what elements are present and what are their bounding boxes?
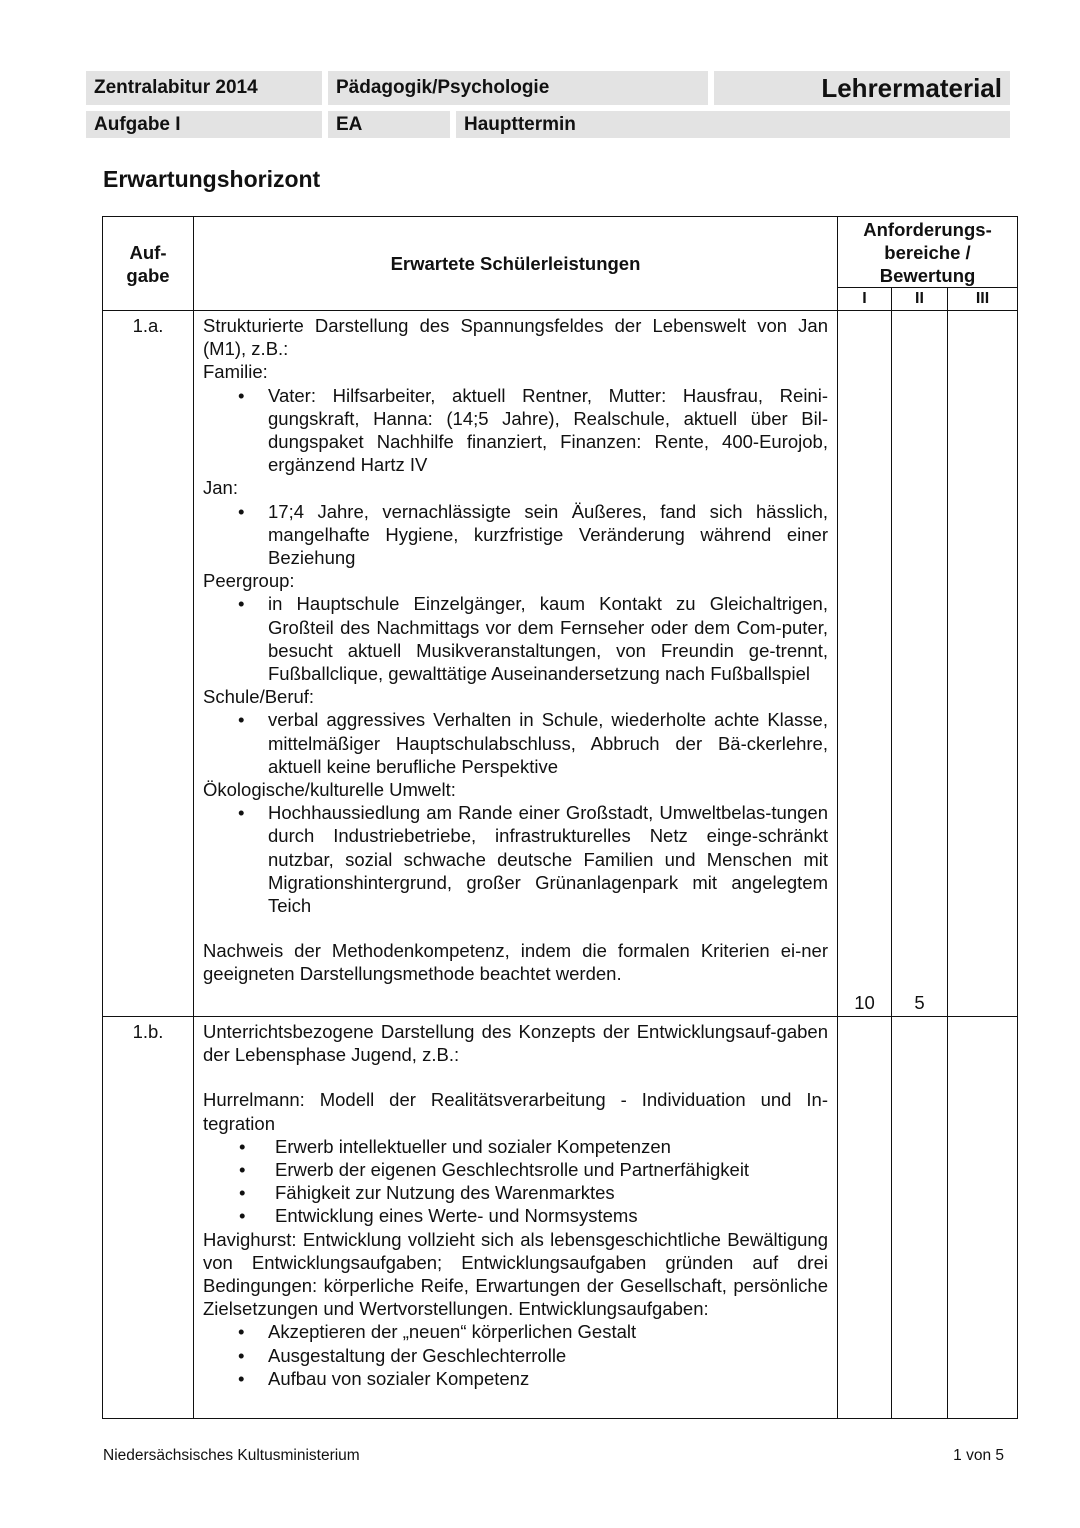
- header-material: [714, 71, 1010, 105]
- score-level-2: [892, 1017, 948, 1419]
- task-content: [194, 311, 838, 1017]
- task-closing: Nachweis der Methodenkompetenz, indem die formalen Kriterien ei-ner geeigneten Darstellungsmethode beachtet werden.: [203, 940, 828, 985]
- header-level: [328, 111, 450, 138]
- list-item: • in Hauptschule Einzelgänger, kaum Kontakt zu Gleichaltrigen, Großteil des Nachmittags vor dem Fernseher oder dem Com-puter, besucht aktuell Musikveranstaltungen, von Freundin ge-trennt, Fußballclique, gewalttätige Auseinandersetzung nach Fußballspiel: [268, 592, 828, 685]
- bullet-list: [203, 801, 828, 917]
- level-header-3: III: [948, 288, 1018, 311]
- score-level-3: [948, 1017, 1018, 1419]
- section-label: Familie:: [203, 361, 268, 383]
- footer-publisher: Niedersächsisches Kultusministerium: [103, 1447, 360, 1464]
- header-date-type: [456, 111, 1010, 138]
- havighurst-text: Havighurst: Entwicklung vollzieht sich als lebensgeschichtliche Bewältigung von Entwicklungsaufgaben; Entwicklungsaufgaben gründen auf drei Bedingungen: körperliche Reife, Erwartungen der Gesellschaft, persönliche Zielsetzungen und Wertvorstellungen. Entwicklungsaufgaben:: [203, 1228, 828, 1320]
- task-intro: Strukturierte Darstellung des Spannungsfeldes der Lebenswelt von Jan (M1), z.B.:: [203, 315, 828, 360]
- exam-label: Zentralabitur 2014: [94, 77, 258, 98]
- list-item: • 17;4 Jahre, vernachlässigte sein Äußeres, fand sich hässlich, mangelhafte Hygiene, kurzfristige Veränderung während einer Beziehung: [268, 500, 828, 570]
- footer-page-number: 1 von 5: [953, 1447, 1004, 1464]
- score-level-1: 10: [838, 311, 892, 1017]
- score-level-2: 5: [892, 311, 948, 1017]
- header-subject: [328, 71, 708, 105]
- material-label: Lehrermaterial: [821, 72, 1002, 103]
- task-intro: Unterrichtsbezogene Darstellung des Konzepts der Entwicklungsauf-gaben der Lebensphase Jugend, z.B.:: [203, 1021, 828, 1066]
- list-item: • Aufbau von sozialer Kompetenz: [268, 1367, 828, 1390]
- list-item: • Ausgestaltung der Geschlechterrolle: [268, 1344, 828, 1367]
- bullet-list: [203, 592, 828, 685]
- bullet-list: [203, 384, 828, 477]
- table-header-row: [103, 217, 1018, 288]
- list-item: • Akzeptieren der „neuen“ körperlichen Gestalt: [268, 1320, 828, 1343]
- level-label: EA: [336, 113, 363, 135]
- header-task: [86, 111, 322, 138]
- section-label: Peergroup:: [203, 570, 295, 592]
- col-header-aufgabe: Auf- gabe: [103, 217, 194, 311]
- col-header-anforderungen: Anforderungs- bereiche / Bewertung: [838, 217, 1018, 288]
- list-item: • Erwerb der eigenen Geschlechtsrolle und Partnerfähigkeit: [275, 1158, 828, 1181]
- hurrelmann-text: Hurrelmann: Modell der Realitätsverarbeitung - Individuation und In-tegration: [203, 1089, 828, 1134]
- task-number: 1.a.: [103, 311, 194, 1017]
- task-label: Aufgabe I: [94, 113, 181, 135]
- header-exam: [86, 71, 322, 105]
- bullet-list: [203, 1320, 828, 1390]
- list-item: • Vater: Hilfsarbeiter, aktuell Rentner, Mutter: Hausfrau, Reini-gungskraft, Hanna: (14;5 Jahre), Realschule, aktuell über Bil-dungspaket Nachhilfe finanziert, Finanzen: Rente, 400-Eurojob, ergänzend Hartz IV: [268, 384, 828, 477]
- col-header-leistungen: Erwartete Schülerleistungen: [194, 217, 838, 311]
- list-item: • verbal aggressives Verhalten in Schule, wiederholte achte Klasse, mittelmäßiger Hauptschulabschluss, Abbruch der Bä-ckerlehre, aktuell keine berufliche Perspektive: [268, 708, 828, 778]
- expectation-table: [102, 216, 1018, 1419]
- level-header-1: I: [838, 288, 892, 311]
- subject-label: Pädagogik/Psychologie: [336, 77, 550, 98]
- list-item: • Entwicklung eines Werte- und Normsystems: [275, 1204, 828, 1227]
- section-label: Jan:: [203, 477, 238, 499]
- score-level-3: [948, 311, 1018, 1017]
- bullet-list: [203, 500, 828, 570]
- list-item: • Hochhaussiedlung am Rande einer Großstadt, Umweltbelas-tungen durch Industriebetriebe, infrastrukturelles Netz einge-schränkt nutzbar, sozial schwache deutsche Familien und Menschen mit Migrationshintergrund, großer Grünanlagenpark mit angelegtem Teich: [268, 801, 828, 917]
- list-item: • Erwerb intellektueller und sozialer Kompetenzen: [275, 1135, 828, 1158]
- bullet-list: [203, 1135, 828, 1228]
- section-label: Ökologische/kulturelle Umwelt:: [203, 779, 456, 801]
- page-title: Erwartungshorizont: [103, 166, 321, 192]
- table-row: [103, 1017, 1018, 1419]
- level-header-2: II: [892, 288, 948, 311]
- task-number: 1.b.: [103, 1017, 194, 1419]
- list-item: • Fähigkeit zur Nutzung des Warenmarktes: [275, 1181, 828, 1204]
- bullet-list: [203, 708, 828, 778]
- score-level-1: [838, 1017, 892, 1419]
- task-content: [194, 1017, 838, 1419]
- table-row: [103, 311, 1018, 1017]
- date-type-label: Haupttermin: [464, 113, 576, 135]
- section-label: Schule/Beruf:: [203, 686, 315, 708]
